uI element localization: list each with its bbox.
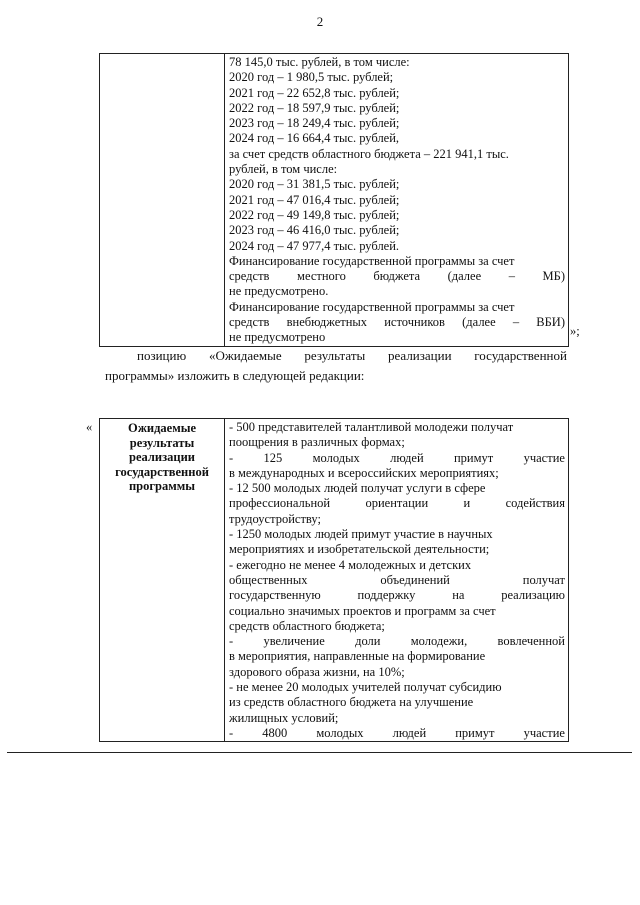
opening-quote-mark: « bbox=[86, 420, 93, 434]
text-line: 78 145,0 тыс. рублей, в том числе: bbox=[229, 55, 410, 69]
text-line: - 1250 молодых людей примут участие в научных bbox=[229, 527, 493, 542]
financing-table-content-cell bbox=[225, 54, 569, 347]
text-line: Финансирование государственной программы за счет bbox=[229, 253, 515, 268]
expected-results-text bbox=[229, 420, 565, 741]
text-line: - не менее 20 молодых учителей получат субсидию bbox=[229, 680, 502, 695]
text-line: средств внебюджетных источников (далее – ВБИ) bbox=[229, 315, 565, 330]
text-line: - увеличение доли молодежи, вовлеченной bbox=[229, 634, 565, 649]
text-line: 2020 год – 1 980,5 тыс. рублей; bbox=[229, 70, 394, 85]
expected-results-table bbox=[99, 418, 569, 742]
text-line: государственную поддержку на реализацию bbox=[229, 588, 565, 603]
instruction-paragraph bbox=[105, 346, 567, 386]
text-line: из средств областного бюджета на улучшение bbox=[229, 695, 474, 710]
text-line: 2024 год – 16 664,4 тыс. рублей, bbox=[229, 131, 400, 146]
text-line: в мероприятия, направленные на формирование bbox=[229, 649, 486, 664]
text-line: - 125 молодых людей примут участие bbox=[229, 450, 565, 465]
financing-text bbox=[229, 55, 565, 346]
text-line: - 500 представителей талантливой молодежи получат bbox=[229, 420, 514, 434]
text-line: 2021 год – 22 652,8 тыс. рублей; bbox=[229, 85, 400, 100]
text-line: поощрения в различных формах; bbox=[229, 435, 405, 450]
heading-line: программы bbox=[128, 479, 196, 493]
heading-line: Ожидаемые bbox=[127, 421, 197, 435]
text-line: профессиональной ориентации и содействия bbox=[229, 496, 565, 511]
text-line: 2023 год – 18 249,4 тыс. рублей; bbox=[229, 116, 400, 131]
heading-line: результаты bbox=[129, 435, 195, 450]
text-line: социально значимых проектов и программ за счет bbox=[229, 603, 496, 618]
horizontal-rule bbox=[7, 752, 632, 753]
text-line: здорового образа жизни, на 10%; bbox=[229, 664, 405, 679]
text-line: не предусмотрено bbox=[229, 330, 326, 345]
text-line: средств местного бюджета (далее – МБ) bbox=[229, 269, 565, 284]
text-line: средств областного бюджета; bbox=[229, 618, 385, 633]
text-line: 2020 год – 31 381,5 тыс. рублей; bbox=[229, 177, 400, 192]
text-line: 2022 год – 18 597,9 тыс. рублей; bbox=[229, 100, 400, 115]
text-line: мероприятиях и изобретательской деятельности; bbox=[229, 542, 490, 557]
text-line: трудоустройству; bbox=[229, 511, 321, 526]
text-line: 2021 год – 47 016,4 тыс. рублей; bbox=[229, 192, 400, 207]
heading-line: реализации bbox=[129, 450, 195, 464]
expected-results-content-cell bbox=[225, 419, 569, 742]
text-line: 2022 год – 49 149,8 тыс. рублей; bbox=[229, 207, 400, 222]
text-line: 2023 год – 46 416,0 тыс. рублей; bbox=[229, 223, 400, 238]
text-line: рублей, в том числе: bbox=[229, 162, 338, 177]
text-line: жилищных условий; bbox=[229, 710, 339, 725]
closing-quote-mark: »; bbox=[570, 324, 580, 338]
financing-table-label-cell bbox=[100, 54, 225, 347]
text-line: в международных и всероссийских мероприятиях; bbox=[229, 465, 499, 480]
expected-results-heading bbox=[100, 419, 224, 494]
text-line: не предусмотрено. bbox=[229, 284, 329, 299]
instruction-line-1: позицию «Ожидаемые результаты реализации государственной bbox=[137, 348, 567, 363]
text-line: за счет средств областного бюджета – 221 941,1 тыс. bbox=[229, 146, 509, 161]
financing-table bbox=[99, 53, 569, 347]
expected-results-heading-cell bbox=[100, 419, 225, 742]
text-line: 2024 год – 47 977,4 тыс. рублей. bbox=[229, 238, 400, 253]
text-line: - 12 500 молодых людей получат услуги в сфере bbox=[229, 481, 486, 496]
heading-line: государственной bbox=[115, 464, 209, 479]
text-line: общественных объединений получат bbox=[229, 572, 565, 587]
text-line: - ежегодно не менее 4 молодежных и детских bbox=[229, 557, 472, 572]
text-line: - 4800 молодых людей примут участие bbox=[229, 725, 565, 740]
instruction-line-2: программы» изложить в следующей редакции: bbox=[105, 368, 365, 383]
page-number: 2 bbox=[316, 14, 324, 29]
text-line: Финансирование государственной программы за счет bbox=[229, 299, 515, 314]
